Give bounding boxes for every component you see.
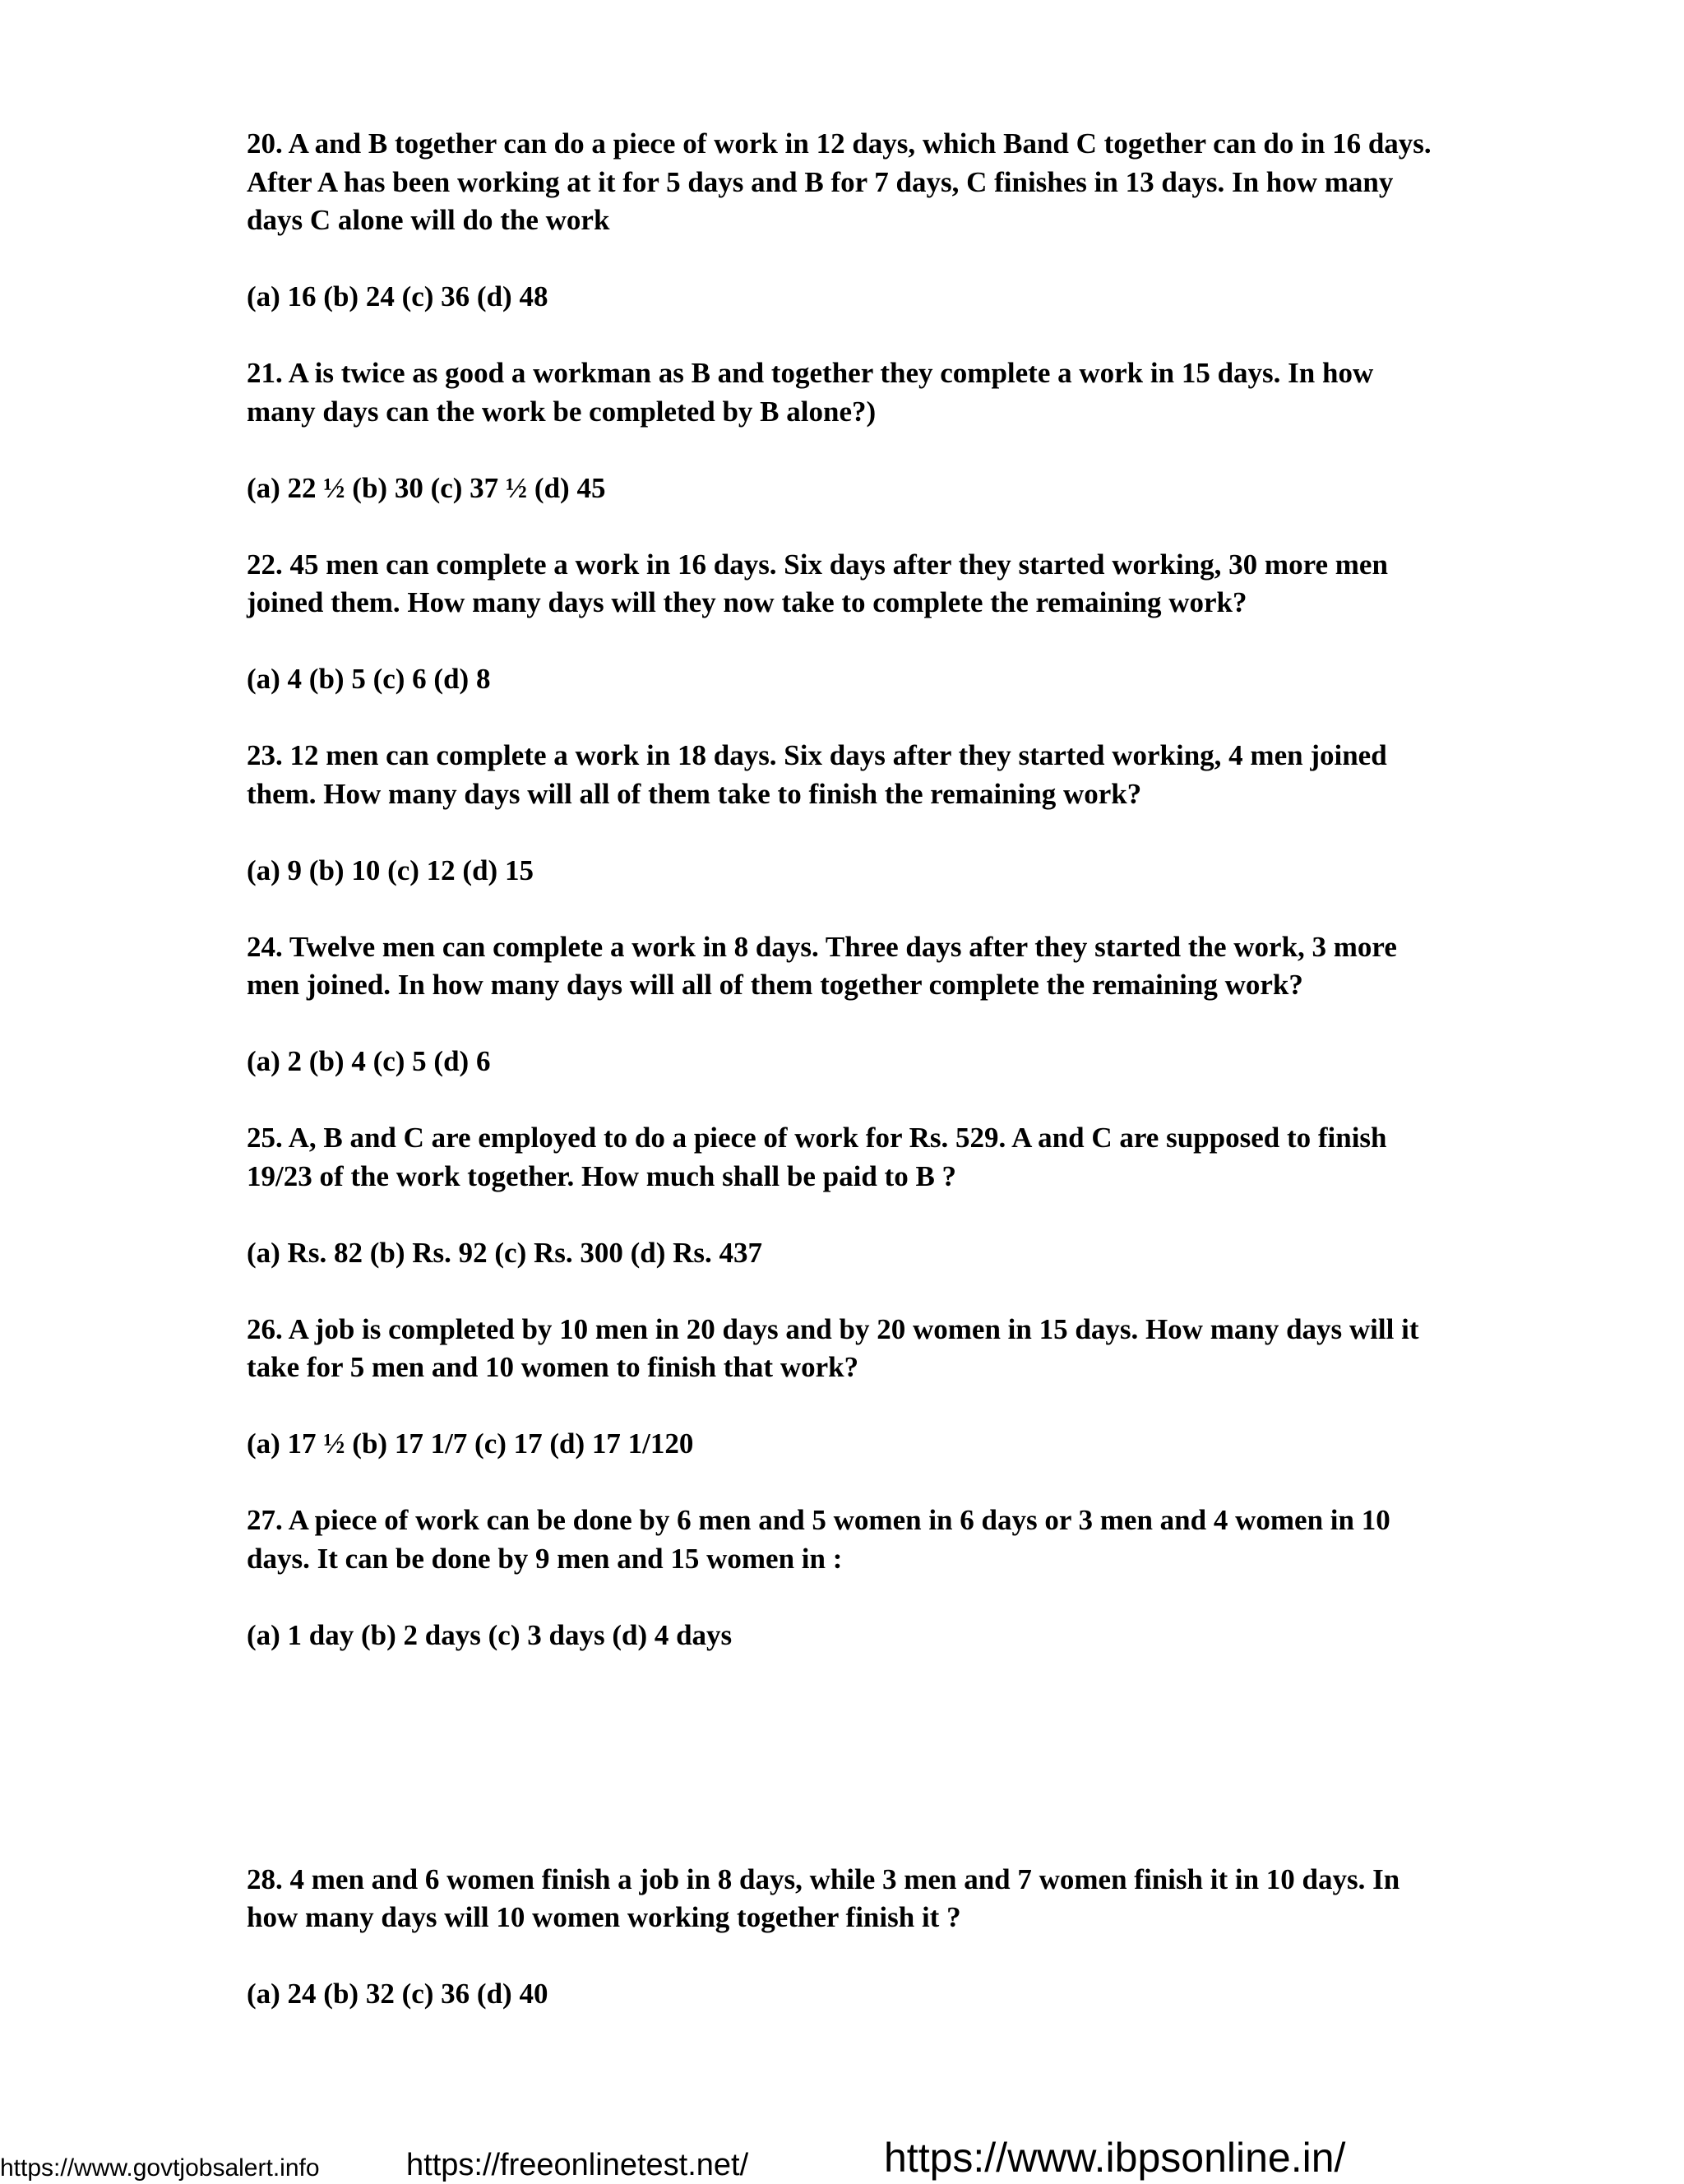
question-26: 26. A job is completed by 10 men in 20 days and by 20 women in 15 days. How many days will it take for 5 men and 10 women to finish that work? bbox=[247, 1312, 1419, 1383]
footer-link-govtjobsalert[interactable]: https://www.govtjobsalert.info bbox=[0, 2154, 320, 2182]
options-28: (a) 24 (b) 32 (c) 36 (d) 40 bbox=[247, 1978, 548, 2010]
question-28: 28. 4 men and 6 women finish a job in 8 days, while 3 men and 7 women finish it in 10 days. In how many days will 10 women working together finish it ? bbox=[247, 1862, 1400, 1933]
options-27: (a) 1 day (b) 2 days (c) 3 days (d) 4 days bbox=[247, 1618, 733, 1651]
footer-link-freeonlinetest[interactable]: https://freeonlinetest.net/ bbox=[406, 2148, 749, 2182]
options-20: (a) 16 (b) 24 (c) 36 (d) 48 bbox=[247, 280, 548, 312]
options-22: (a) 4 (b) 5 (c) 6 (d) 8 bbox=[247, 663, 491, 695]
question-20: 20. A and B together can do a piece of work in 12 days, which Band C together can do in 16 days. After A has been working at it for 5 days and B for 7 days, C finishes in 13 days. In how many days C alone will do the work bbox=[247, 127, 1432, 236]
footer-link-ibpsonline[interactable]: https://www.ibpsonline.in/ bbox=[884, 2135, 1346, 2181]
question-21: 21. A is twice as good a workman as B and together they complete a work in 15 days. In how many days can the work be completed by B alone?) bbox=[247, 357, 1374, 428]
question-list bbox=[247, 125, 1447, 2052]
question-27: 27. A piece of work can be done by 6 men and 5 women in 6 days or 3 men and 4 women in 10 days. It can be done by 9 men and 15 women in : bbox=[247, 1504, 1390, 1575]
options-25: (a) Rs. 82 (b) Rs. 92 (c) Rs. 300 (d) Rs. 437 bbox=[247, 1236, 763, 1269]
question-25: 25. A, B and C are employed to do a piece of work for Rs. 529. A and C are supposed to finish 19/23 of the work together. How much shall be paid to B ? bbox=[247, 1122, 1387, 1192]
options-24: (a) 2 (b) 4 (c) 5 (d) 6 bbox=[247, 1045, 491, 1077]
options-23: (a) 9 (b) 10 (c) 12 (d) 15 bbox=[247, 854, 534, 886]
blank-gap bbox=[247, 1693, 1447, 1861]
question-23: 23. 12 men can complete a work in 18 days. Six days after they started working, 4 men joined them. How many days will all of them take to finish the remaining work? bbox=[247, 739, 1387, 810]
question-24: 24. Twelve men can complete a work in 8 days. Three days after they started the work, 3 more men joined. In how many days will all of them together complete the remaining work? bbox=[247, 930, 1397, 1001]
options-21: (a) 22 ½ (b) 30 (c) 37 ½ (d) 45 bbox=[247, 471, 606, 504]
options-26: (a) 17 ½ (b) 17 1/7 (c) 17 (d) 17 1/120 bbox=[247, 1427, 694, 1460]
question-22: 22. 45 men can complete a work in 16 days. Six days after they started working, 30 more men joined them. How many days will they now take to complete the remaining work? bbox=[247, 548, 1388, 618]
